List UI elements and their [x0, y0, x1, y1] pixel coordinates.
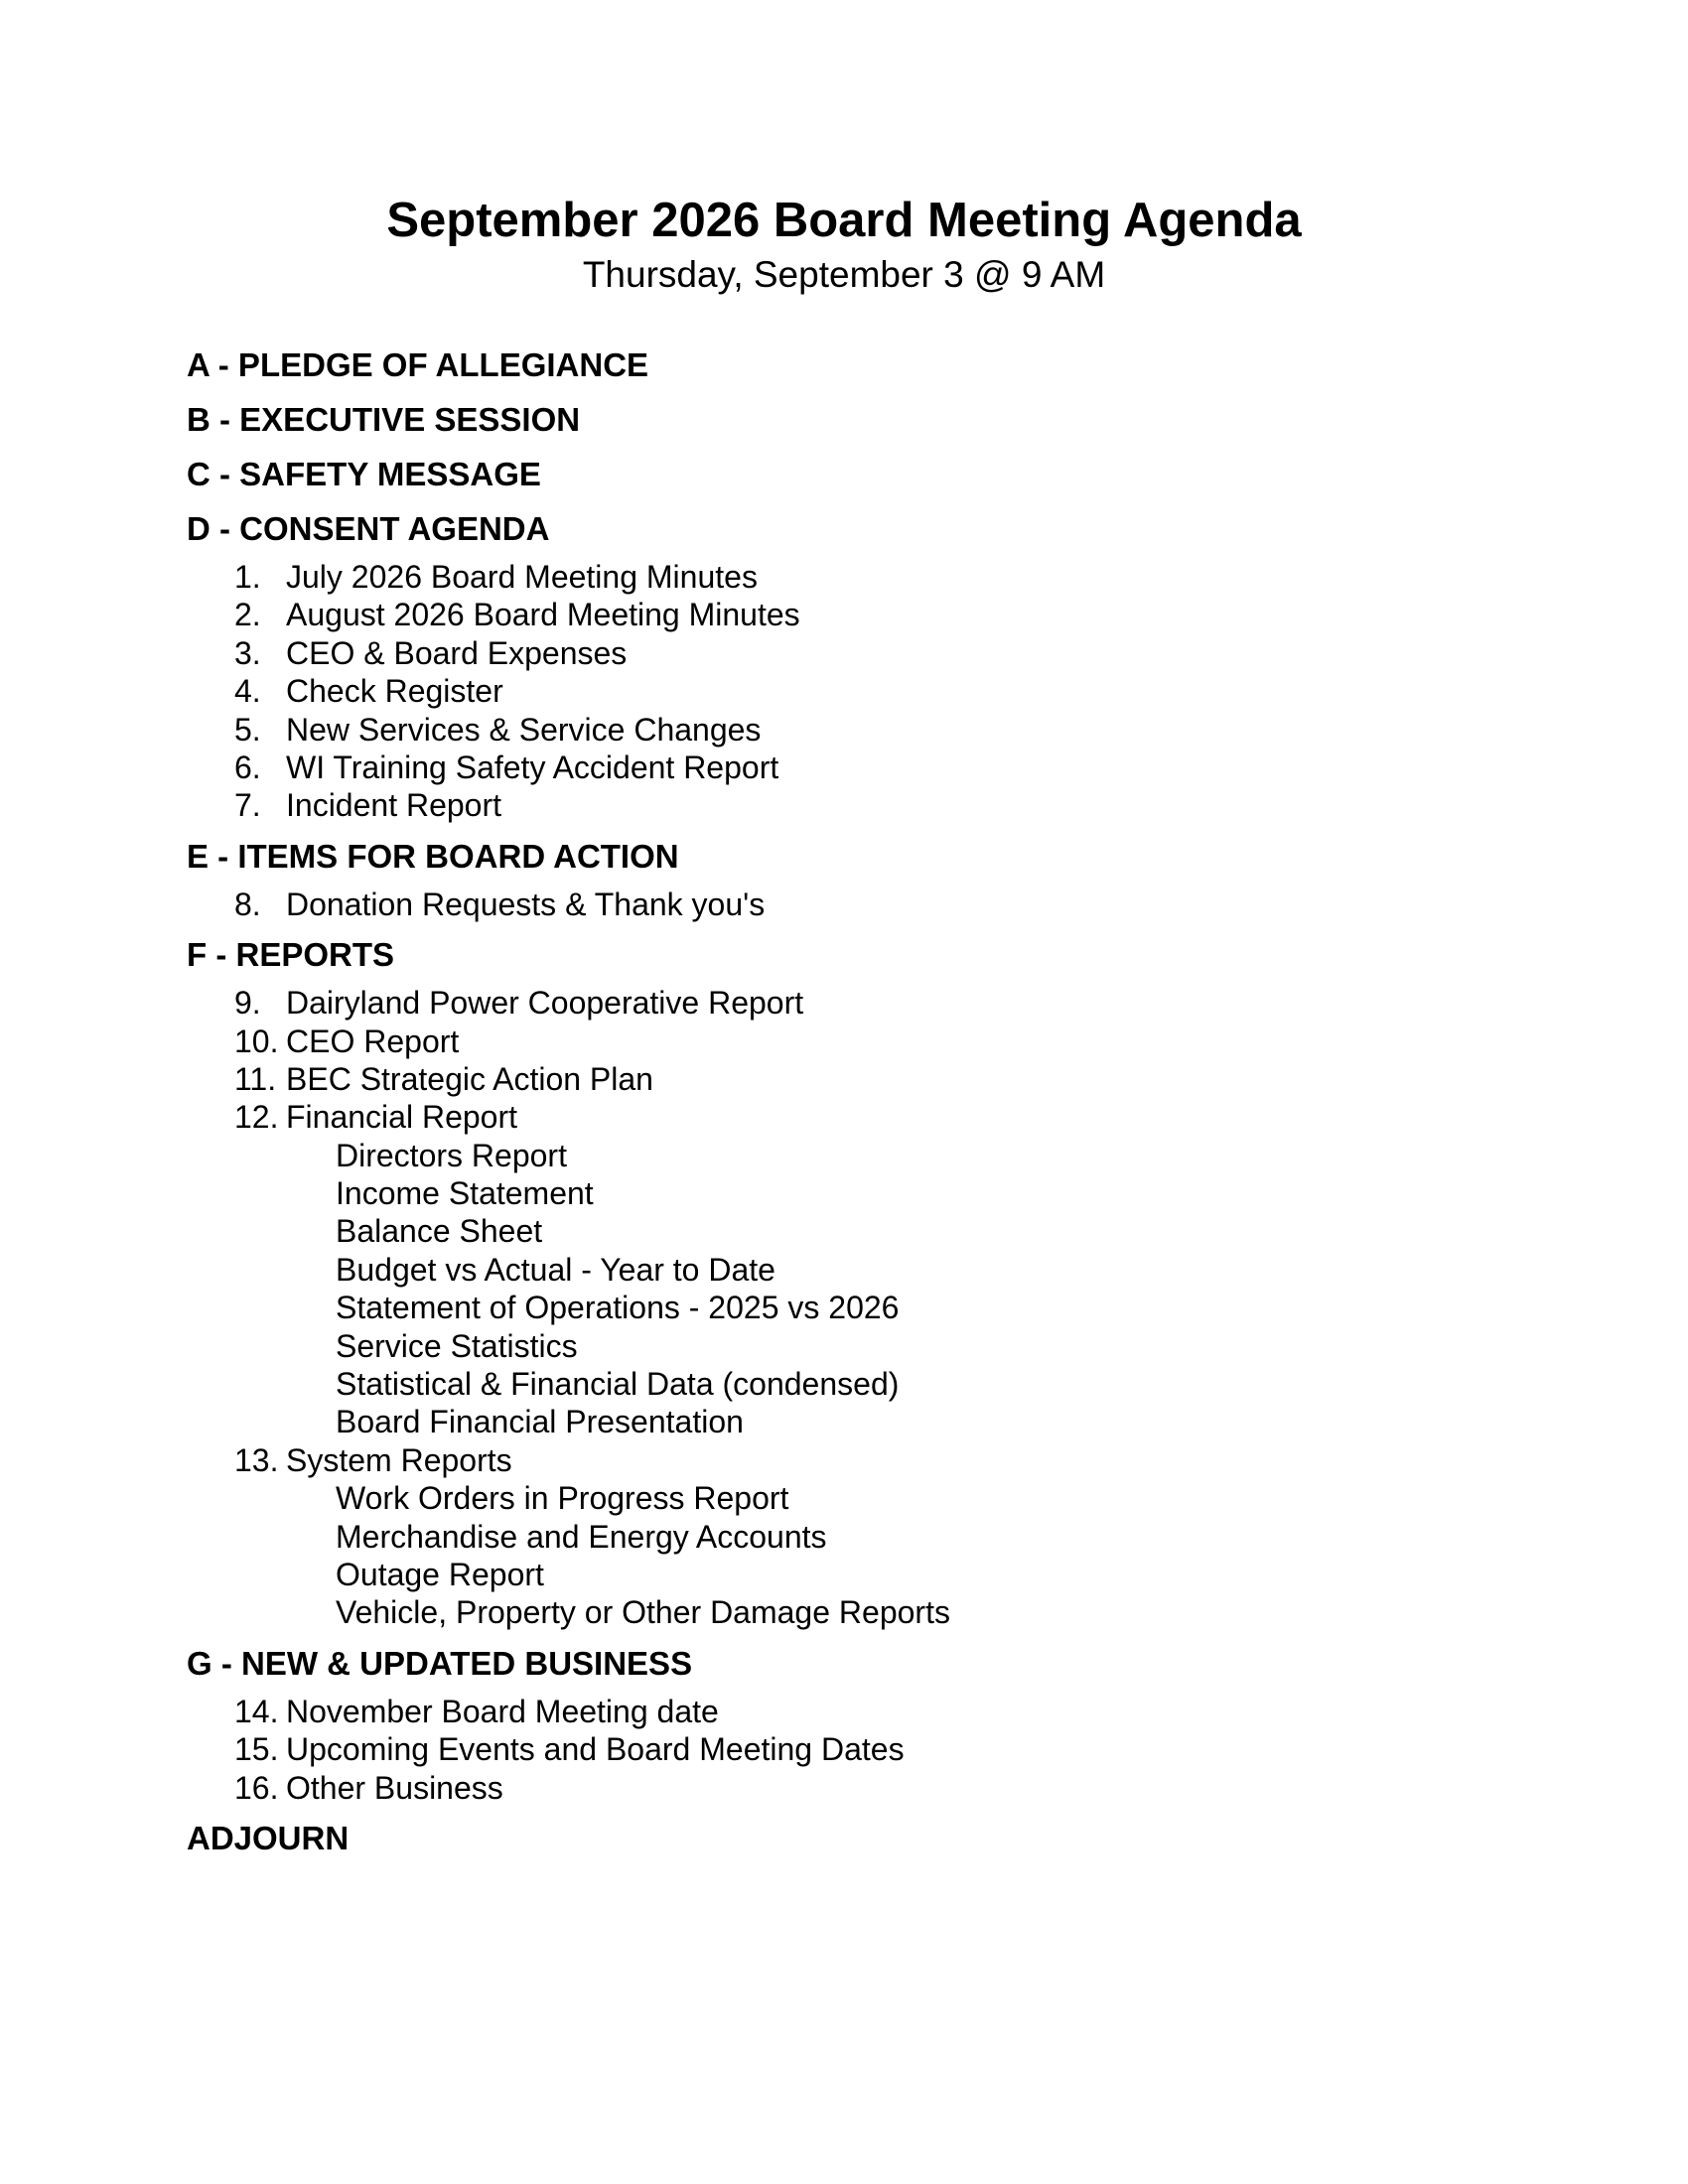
item-text: CEO & Board Expenses	[286, 634, 628, 671]
agenda-item	[187, 1441, 1577, 1479]
item-number: 7.	[234, 787, 261, 824]
agenda-subitem: Outage Report	[336, 1556, 544, 1592]
agenda-item	[187, 984, 1577, 1022]
agenda-item	[187, 711, 1577, 749]
agenda-subitem: Balance Sheet	[336, 1213, 543, 1250]
item-number: 5.	[234, 711, 261, 748]
agenda-item-list	[187, 556, 1577, 829]
agenda-subitem: Work Orders in Progress Report	[336, 1480, 789, 1517]
item-number: 11.	[234, 1060, 277, 1097]
agenda-section	[187, 927, 1577, 1636]
item-number: 2.	[234, 597, 261, 633]
agenda-section	[187, 501, 1577, 829]
item-text: Dairyland Power Cooperative Report	[286, 985, 804, 1022]
agenda-item	[187, 1730, 1577, 1768]
agenda-section	[187, 338, 1577, 392]
section-heading: F - REPORTS	[187, 936, 395, 974]
item-number: 10.	[234, 1023, 279, 1059]
item-text: New Services & Service Changes	[286, 711, 762, 748]
agenda-item	[187, 672, 1577, 710]
agenda-subitem: Budget vs Actual - Year to Date	[336, 1251, 775, 1288]
item-text: Financial Report	[286, 1099, 517, 1136]
item-number: 16.	[234, 1769, 279, 1806]
item-number: 15.	[234, 1731, 279, 1768]
item-text: WI Training Safety Accident Report	[286, 749, 779, 785]
agenda-item	[187, 786, 1577, 824]
item-number: 4.	[234, 673, 261, 710]
item-number: 6.	[234, 749, 261, 785]
item-text: Donation Requests & Thank you's	[286, 886, 766, 922]
agenda-subitem: Merchandise and Energy Accounts	[336, 1518, 827, 1555]
agenda-item-list	[187, 884, 1577, 927]
agenda-item-list	[187, 982, 1577, 1636]
section-heading: G - NEW & UPDATED BUSINESS	[187, 1644, 693, 1682]
agenda-item	[187, 634, 1577, 672]
agenda-subitem: Board Financial Presentation	[336, 1404, 744, 1440]
agenda-item-list	[187, 1691, 1577, 1811]
agenda-subitem: Vehicle, Property or Other Damage Reports	[336, 1594, 950, 1631]
item-text: Incident Report	[286, 787, 502, 824]
item-text: System Reports	[286, 1441, 512, 1478]
agenda-item	[187, 886, 1577, 923]
agenda-section	[187, 1636, 1577, 1811]
item-number: 3.	[234, 634, 261, 671]
agenda-subitem: Statistical & Financial Data (condensed)	[336, 1366, 900, 1403]
item-number: 13.	[234, 1441, 279, 1478]
agenda-subitem: Statement of Operations - 2025 vs 2026	[336, 1290, 900, 1326]
agenda-item	[187, 1023, 1577, 1060]
agenda-subitem: Directors Report	[336, 1137, 567, 1173]
agenda-item	[187, 1693, 1577, 1730]
section-heading: A - PLEDGE OF ALLEGIANCE	[187, 346, 649, 383]
agenda-body	[187, 338, 1577, 1865]
agenda-section	[187, 447, 1577, 501]
item-number: 14.	[234, 1693, 279, 1729]
agenda-subitem: Service Statistics	[336, 1327, 578, 1364]
item-number: 9.	[234, 985, 261, 1022]
item-number: 8.	[234, 886, 261, 922]
agenda-subitem: Income Statement	[336, 1175, 594, 1212]
agenda-section	[187, 829, 1577, 927]
item-text: BEC Strategic Action Plan	[286, 1060, 653, 1097]
agenda-item	[187, 1098, 1577, 1136]
item-number: 1.	[234, 559, 261, 595]
item-text: July 2026 Board Meeting Minutes	[286, 559, 758, 595]
item-text: November Board Meeting date	[286, 1693, 719, 1729]
page-title: September 2026 Board Meeting Agenda	[386, 194, 1302, 247]
section-heading: D - CONSENT AGENDA	[187, 510, 550, 547]
section-heading: ADJOURN	[187, 1819, 350, 1856]
agenda-section	[187, 392, 1577, 447]
agenda-section	[187, 1811, 1577, 1865]
section-heading: B - EXECUTIVE SESSION	[187, 401, 581, 438]
meeting-datetime: Thursday, September 3 @ 9 AM	[582, 254, 1106, 295]
item-text: August 2026 Board Meeting Minutes	[286, 597, 800, 633]
item-number: 12.	[234, 1099, 279, 1136]
item-text: CEO Report	[286, 1023, 460, 1059]
agenda-item	[187, 596, 1577, 633]
section-heading: E - ITEMS FOR BOARD ACTION	[187, 837, 679, 875]
section-heading: C - SAFETY MESSAGE	[187, 456, 541, 492]
item-text: Upcoming Events and Board Meeting Dates	[286, 1731, 905, 1768]
agenda-item	[187, 558, 1577, 596]
item-text: Check Register	[286, 673, 503, 710]
agenda-item	[187, 1769, 1577, 1807]
item-text: Other Business	[286, 1769, 503, 1806]
agenda-item	[187, 1060, 1577, 1098]
agenda-item	[187, 749, 1577, 786]
